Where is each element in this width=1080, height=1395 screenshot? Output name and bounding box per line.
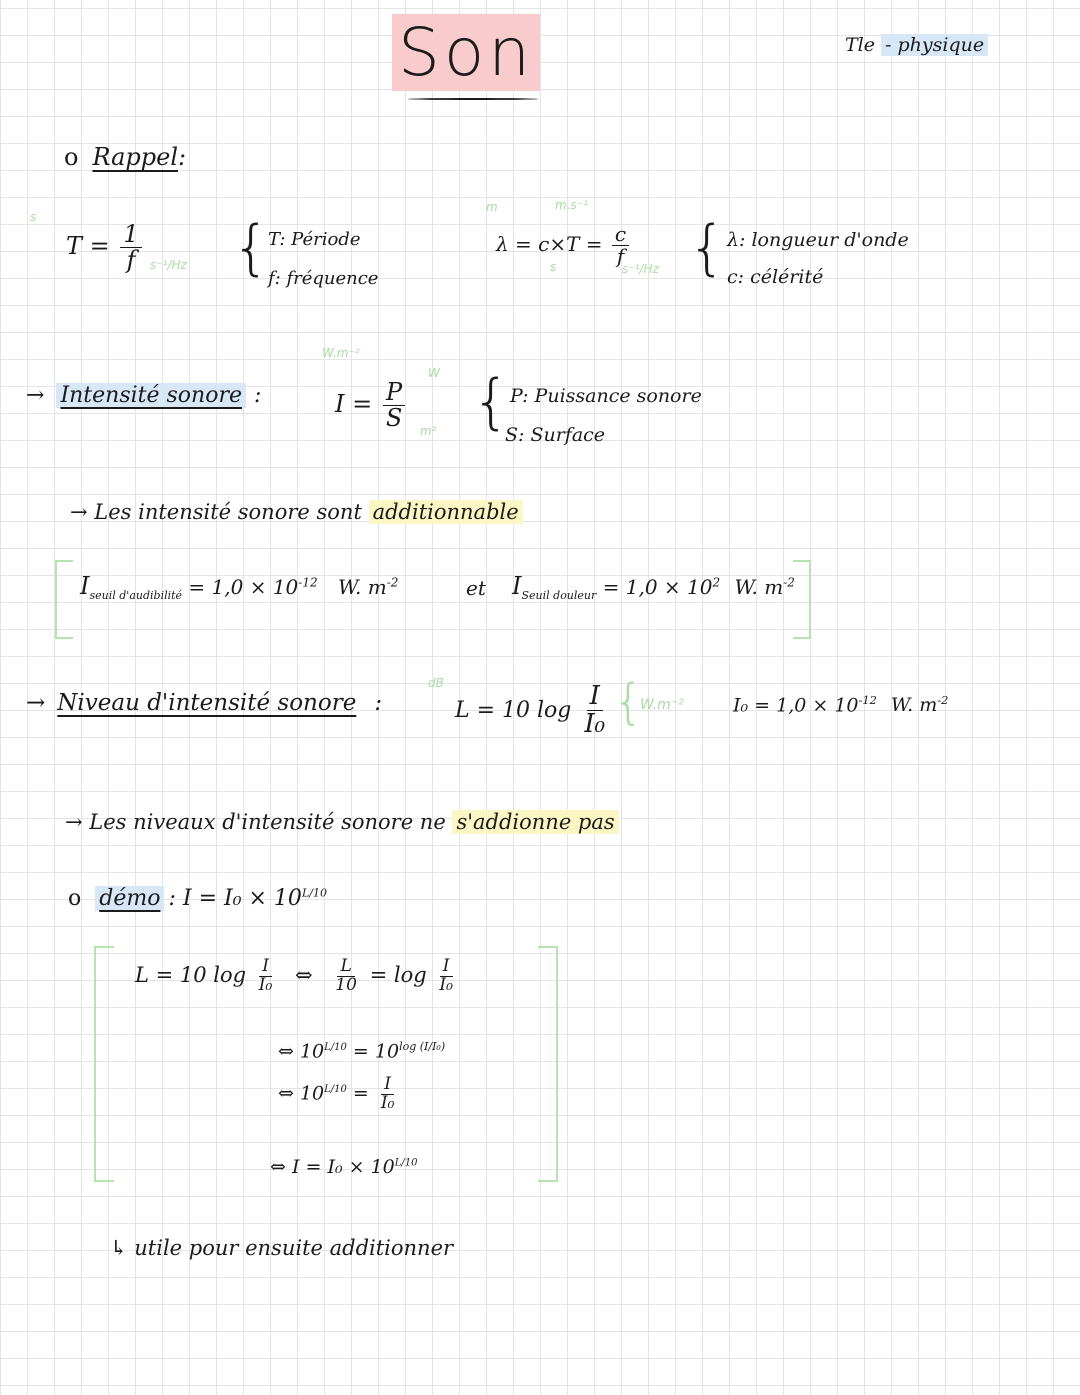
seuil-audibilite: $I_{seuil d'audibilité} = 1,0 \times 10^{-12}$ W. $m^{-2}$ — [80, 572, 399, 602]
lambda-annotation-hz: s⁻¹/Hz — [622, 262, 659, 276]
lambda-annotation-m: m — [486, 200, 498, 214]
seuils-box-left — [55, 560, 73, 639]
niveau-note: → Les niveaux d'intensité sonore ne s'addionne pas — [65, 810, 619, 834]
demo-step-3: ⇔ $10^{L/10}$ = $\frac{I}{\text{I₀}}$ — [278, 1074, 395, 1113]
demo-heading: o démo : $I = I_0 \times 10^{L/10}$ — [68, 886, 327, 911]
period-brace: { — [232, 213, 271, 283]
period-annotation-s: s — [30, 210, 37, 224]
intensite-brace: { — [472, 367, 511, 437]
niveau-unit-brace: { — [613, 674, 644, 730]
niveau-annotation-db: dB — [428, 676, 444, 690]
seuil-and: et — [466, 576, 486, 600]
demo-step-4: ⇔ $I = I_0 \times 10^{L/10}$ — [270, 1156, 418, 1178]
lambda-brace: { — [688, 213, 727, 283]
seuils-box-right — [793, 560, 811, 639]
lambda-annotation-s: s — [550, 260, 557, 274]
lambda-def-c: c: célérité — [727, 266, 824, 288]
period-def-f: f: fréquence — [268, 268, 379, 289]
lambda-formula: λ = c×T = $\frac{c}{f}$ — [496, 224, 632, 267]
period-annotation-hz: s⁻¹/Hz — [150, 258, 187, 272]
intensite-note: → Les intensité sonore sont additionnable — [70, 500, 523, 524]
demo-box-right — [538, 946, 558, 1182]
intensite-heading: → Intensité sonore : — [26, 383, 262, 408]
title-underline — [408, 98, 538, 100]
niveau-i0: $I_0 = 1,0 \times 10^{-12}$ W. $m^{-2}$ — [733, 693, 949, 717]
period-def-t: T: Période — [268, 229, 361, 250]
intensite-formula: I = $\frac{P}{S}$ — [335, 380, 408, 431]
intensite-def-p: P: Puissance sonore — [510, 385, 702, 407]
intensite-annotation-m2: m² — [420, 424, 437, 438]
intensite-annotation-unit: W.m⁻² — [322, 346, 360, 360]
intensite-def-s: S: Surface — [505, 424, 606, 446]
lambda-annotation-ms: m.s⁻¹ — [555, 198, 588, 212]
demo-step-2: ⇔ $10^{L/10} = 10^{log (I/I_0)}$ — [278, 1040, 446, 1063]
demo-conclusion: ↳ utile pour ensuite additionner — [110, 1236, 454, 1260]
lambda-def-lambda: λ: longueur d'onde — [727, 229, 909, 251]
demo-box-left — [94, 946, 114, 1182]
niveau-heading: → Niveau d'intensité sonore : — [26, 690, 383, 716]
seuil-douleur: $I_{Seuil douleur} = 1,0 \times 10^2$ W. $m^{-2}$ — [512, 572, 795, 602]
niveau-annotation-unit: W.m⁻² — [640, 697, 684, 713]
intensite-annotation-w: W — [428, 366, 440, 380]
niveau-formula: L = 10 log $\frac{I}{\text{I₀}}$ — [455, 681, 606, 740]
page-subtitle: Tle - physique — [845, 34, 988, 56]
period-formula: T = $\frac{1}{f}$ — [66, 222, 145, 273]
demo-step-1: L = 10 log $\frac{I}{\text{I₀}}$ ⇔ $\frac{L}{10}$ = log $\frac{I}{\text{I₀}}$ — [135, 956, 453, 995]
rappel-heading: o Rappel: — [64, 143, 187, 171]
page-title: Son — [392, 14, 540, 91]
